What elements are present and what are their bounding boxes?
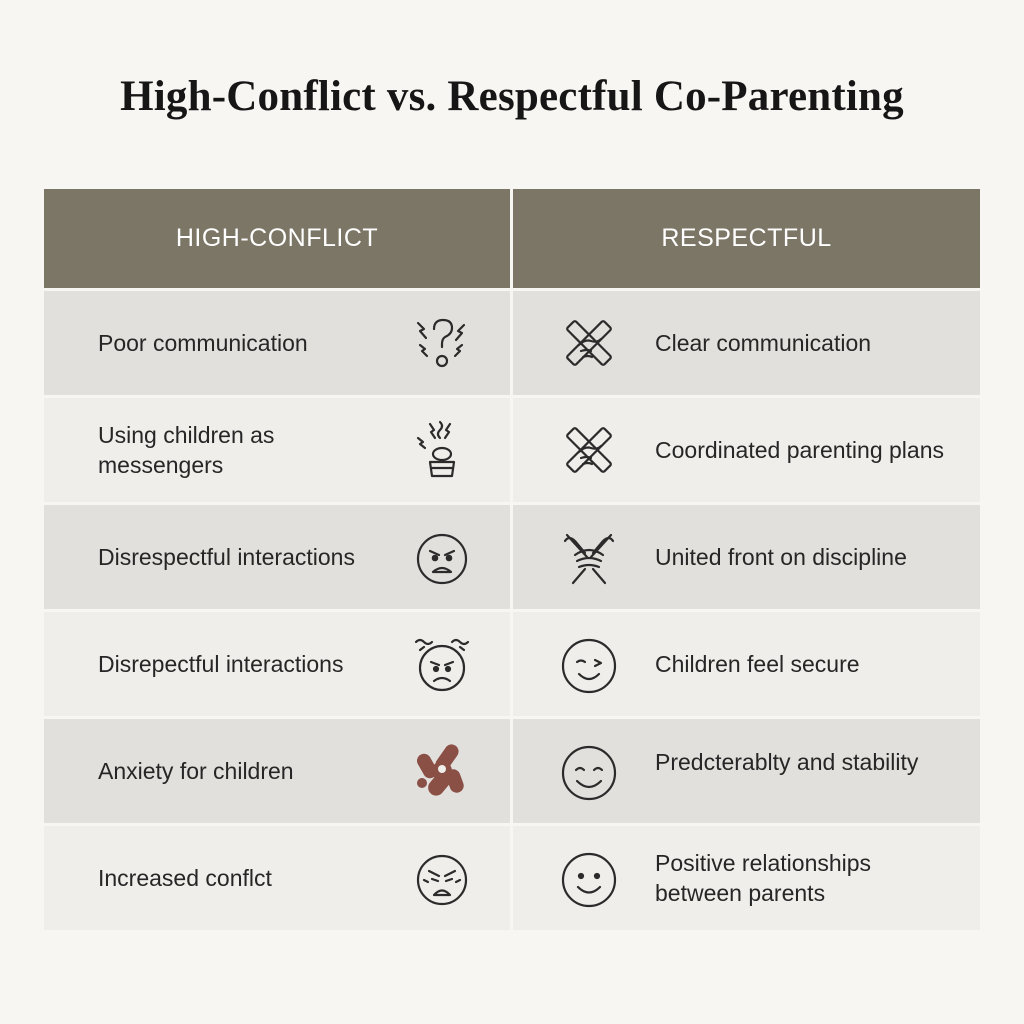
row-label: Disrespectful interactions [98, 544, 355, 570]
high-conflict-cell [44, 291, 510, 395]
respectful-cell [513, 398, 980, 502]
respectful-cell [513, 719, 980, 823]
row-label: Using children as messengers [98, 422, 275, 478]
respectful-cell [513, 505, 980, 609]
page-title: High-Conflict vs. Respectful Co-Parenting [120, 73, 904, 120]
high-conflict-cell [44, 612, 510, 716]
row-label: United front on discipline [655, 544, 907, 570]
row-label: Poor communication [98, 330, 308, 356]
respectful-cell [513, 612, 980, 716]
handshake-icon [557, 418, 621, 482]
winking-face-icon [557, 632, 621, 696]
comparison-table [44, 189, 980, 933]
table-header-row [44, 189, 980, 288]
happy-face-icon [557, 739, 621, 803]
row-label: Children feel secure [655, 651, 860, 677]
smiling-face-icon [557, 846, 621, 910]
table-row [44, 398, 980, 502]
table-row [44, 291, 980, 395]
table-row [44, 719, 980, 823]
anxiety-knot-icon [410, 739, 474, 803]
high-conflict-cell [44, 719, 510, 823]
row-label: Increased conflct [98, 865, 272, 891]
lightning-question-icon [410, 311, 474, 375]
high-conflict-cell [44, 826, 510, 930]
handshake-icon [557, 311, 621, 375]
column-header-respectful: RESPECTFUL [513, 189, 980, 288]
respectful-cell [513, 291, 980, 395]
row-label: Disrepectful interactions [98, 651, 344, 677]
row-label: Clear communication [655, 330, 872, 356]
table-row [44, 505, 980, 609]
high-conflict-cell [44, 505, 510, 609]
table-row [44, 612, 980, 716]
row-label: Positive relationships between parents [655, 850, 872, 906]
row-label: Predcterablty and stability [655, 749, 919, 775]
table-row [44, 826, 980, 930]
angry-face-icon [410, 525, 474, 589]
frustrated-face-icon [410, 632, 474, 696]
respectful-cell [513, 826, 980, 930]
row-label: Anxiety for children [98, 758, 294, 784]
messenger-child-icon [410, 418, 474, 482]
high-conflict-cell [44, 398, 510, 502]
column-header-high-conflict: HIGH-CONFLICT [44, 189, 510, 288]
row-label: Coordinated parenting plans [655, 437, 944, 463]
clasped-hands-icon [557, 525, 621, 589]
angry-face-icon [410, 846, 474, 910]
